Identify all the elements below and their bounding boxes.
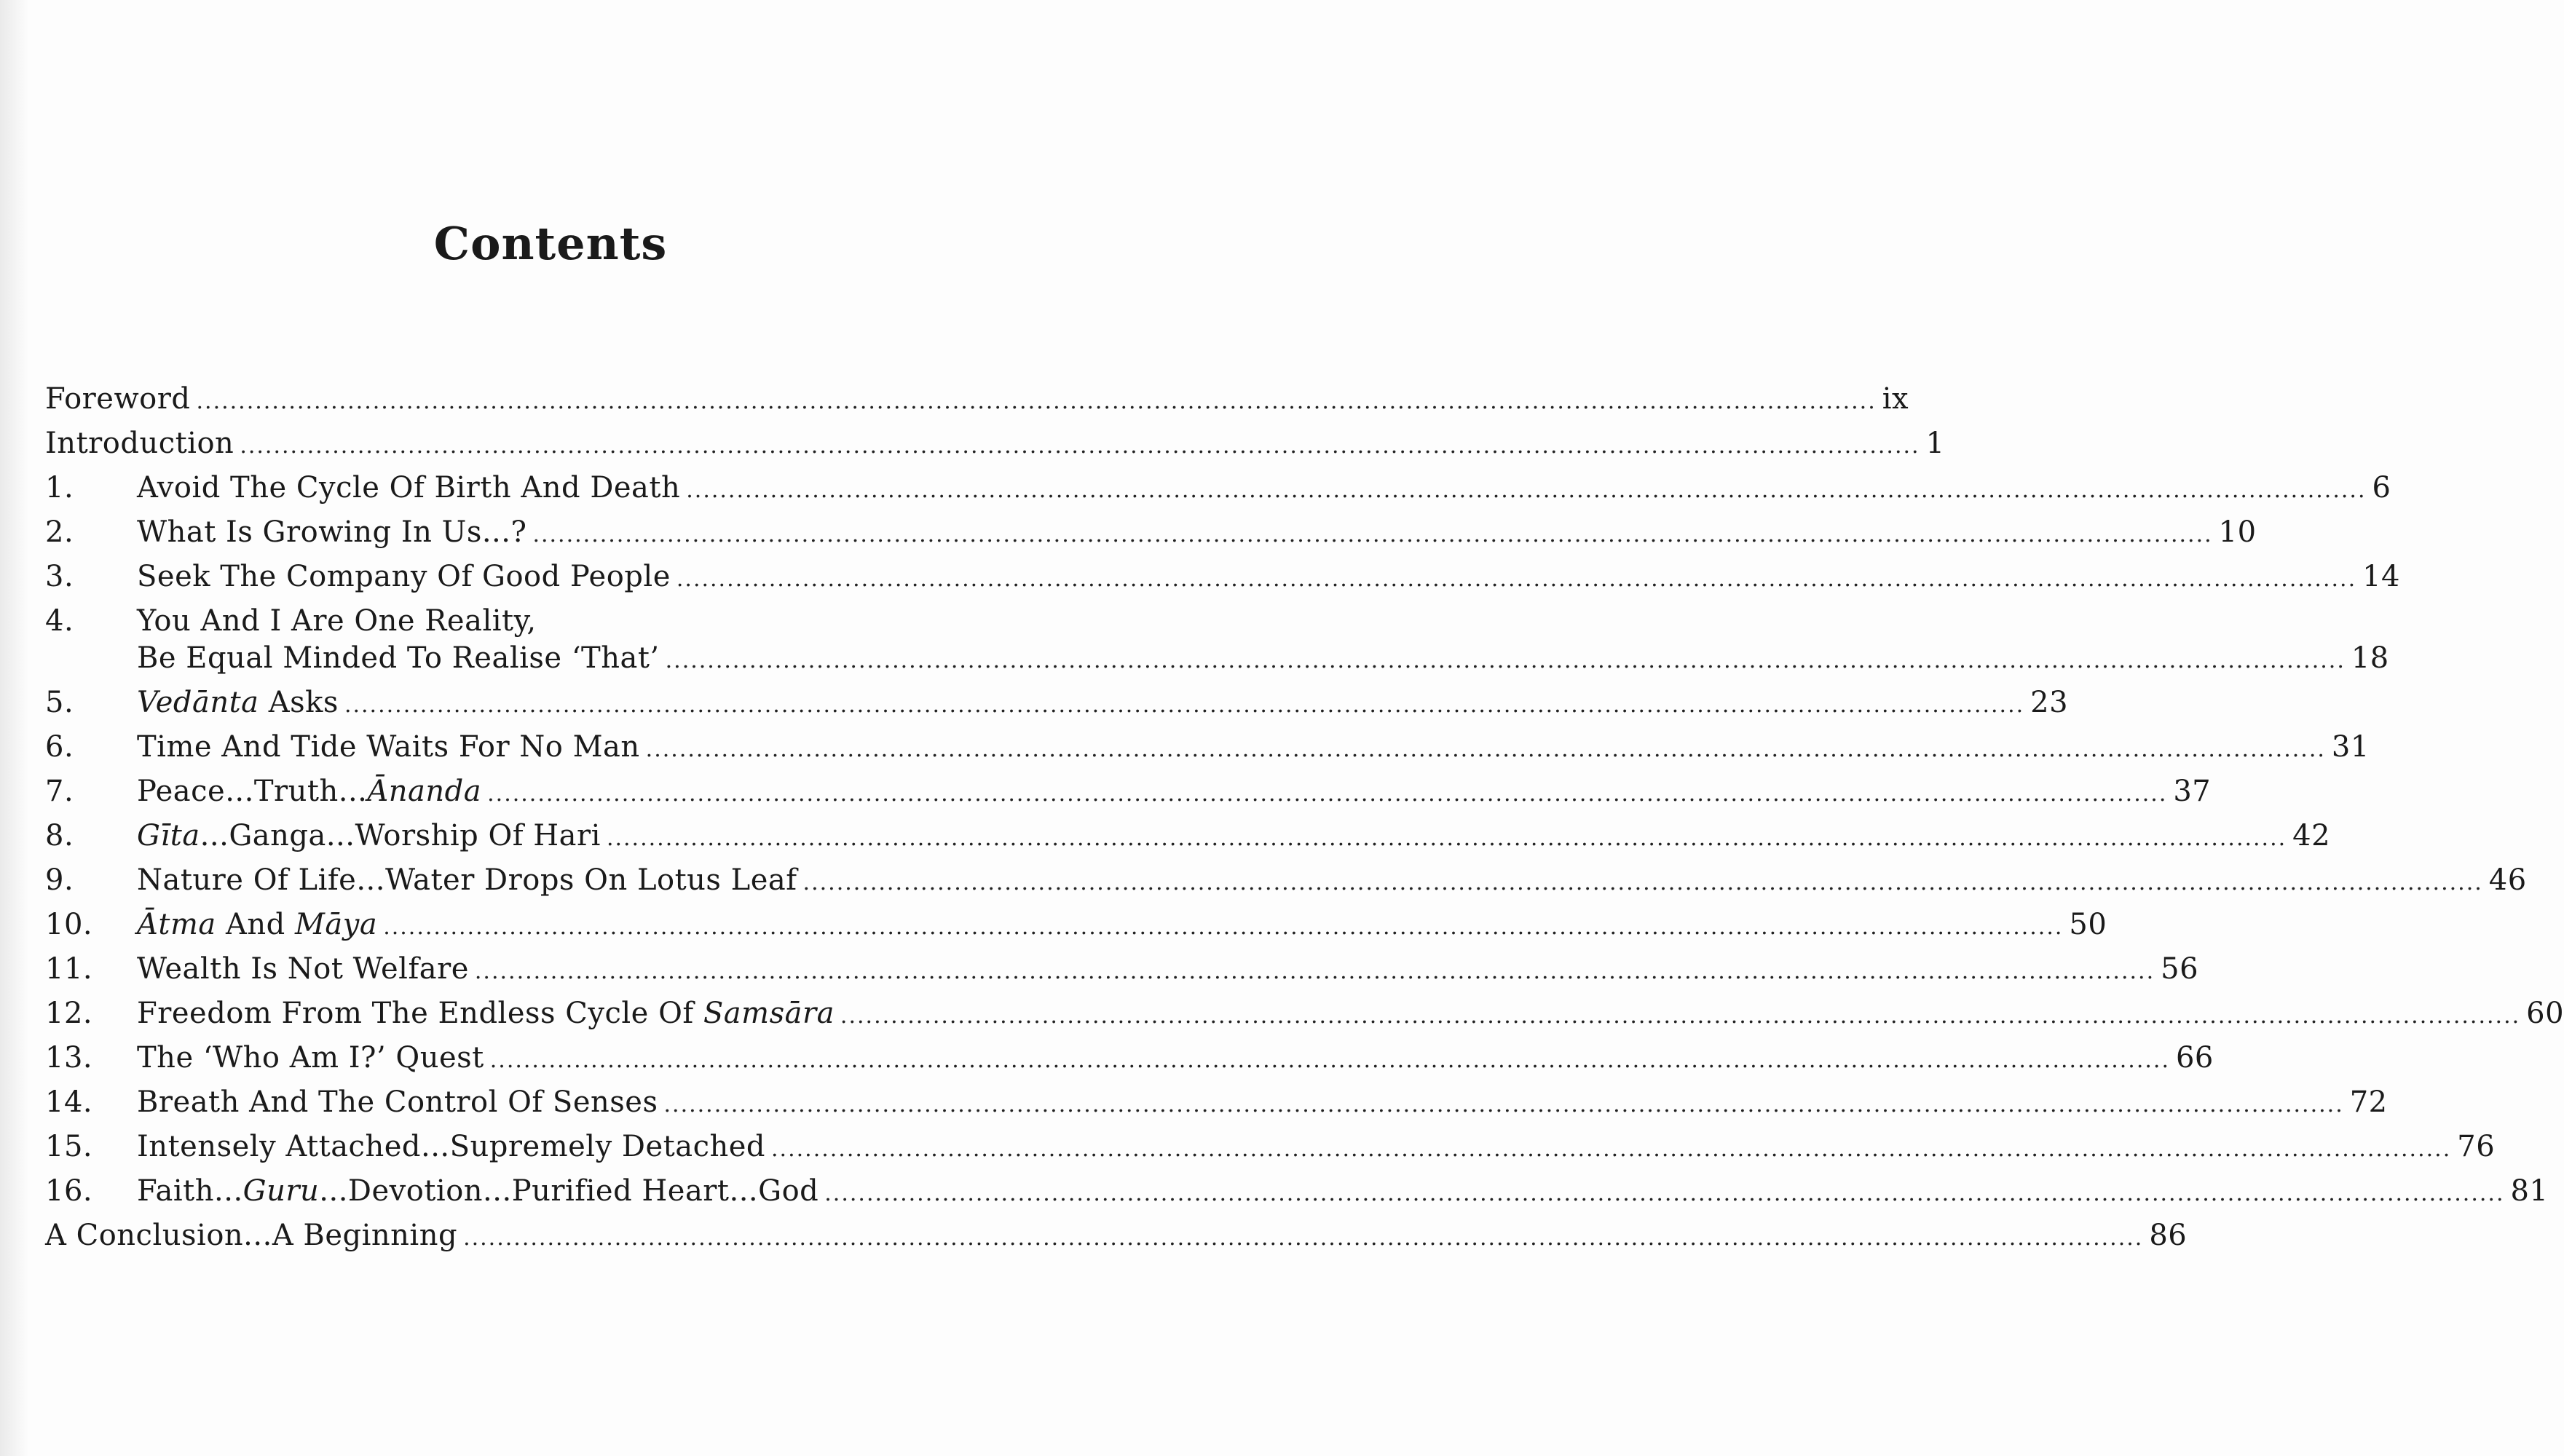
toc-entry-page: ix bbox=[1882, 382, 1909, 416]
toc-entry-title: Introduction bbox=[45, 427, 234, 460]
toc-entry-title-group bbox=[137, 1169, 818, 1214]
toc-entry-1 bbox=[45, 466, 2391, 510]
toc-entry-number: 2. bbox=[45, 515, 74, 549]
toc-entry-title-group bbox=[137, 769, 481, 814]
toc-entry-page: 23 bbox=[2030, 686, 2069, 719]
toc-entry-title: Foreword bbox=[45, 382, 191, 416]
toc-entry-title-group bbox=[137, 814, 601, 858]
toc-entry-title-italic: Ātma bbox=[137, 908, 216, 941]
toc-entry-page: 10 bbox=[2218, 515, 2257, 549]
toc-entry-number: 12. bbox=[45, 997, 93, 1030]
toc-entry-title-italic: Gīta bbox=[137, 819, 200, 852]
toc-entry-number: 10. bbox=[45, 908, 93, 941]
toc-entry-title-2: ...Devotion...Purified Heart...God bbox=[319, 1174, 819, 1208]
dot-leader: ........................................................................................................................................................................................................ bbox=[474, 959, 2155, 984]
toc-entry-page: 56 bbox=[2161, 952, 2199, 986]
toc-entry-6 bbox=[45, 725, 2370, 769]
toc-entry-page: 31 bbox=[2331, 730, 2370, 764]
dot-leader: ........................................................................................................................................................................................................ bbox=[645, 737, 2326, 762]
toc-entry-title-italic: Guru bbox=[242, 1174, 320, 1208]
toc-entry-number: 8. bbox=[45, 819, 74, 852]
toc-entry-title: Be Equal Minded To Realise ‘That’ bbox=[137, 641, 660, 675]
toc-entry-number: 14. bbox=[45, 1085, 93, 1119]
toc-entry-page: 1 bbox=[1925, 427, 1945, 460]
toc-entry-title: Breath And The Control Of Senses bbox=[137, 1085, 658, 1119]
toc-entry-title: Time And Tide Waits For No Man bbox=[137, 730, 640, 764]
toc-entry-number: 6. bbox=[45, 730, 74, 764]
toc-entry-title-group bbox=[137, 903, 377, 947]
toc-entry-page: 14 bbox=[2362, 560, 2401, 593]
toc-entry-page: 37 bbox=[2173, 775, 2212, 808]
toc-entry-title: A Conclusion...A Beginning bbox=[45, 1219, 458, 1252]
toc-entry-4 bbox=[45, 599, 2389, 681]
toc-entry-number: 4. bbox=[45, 604, 74, 638]
toc-entry-title: Faith... bbox=[137, 1174, 243, 1208]
toc-entry-9 bbox=[45, 858, 2527, 903]
toc-entry-page: 86 bbox=[2149, 1219, 2188, 1252]
toc-entry-14 bbox=[45, 1080, 2388, 1125]
dot-leader: ........................................................................................................................................................................................................ bbox=[196, 389, 1877, 414]
toc-entry-title: What Is Growing In Us...? bbox=[137, 515, 527, 549]
toc-entry-title: Avoid The Cycle Of Birth And Death bbox=[137, 471, 681, 505]
toc-entry-page: 42 bbox=[2292, 819, 2331, 852]
toc-entry-number: 7. bbox=[45, 775, 74, 808]
dot-leader: ........................................................................................................................................................................................................ bbox=[665, 648, 2346, 673]
toc-entry-title: Peace...Truth... bbox=[137, 775, 368, 808]
toc-entry-title-group bbox=[137, 992, 835, 1036]
toc-entry-16 bbox=[45, 1169, 2549, 1214]
dot-leader: ........................................................................................................................................................................................................ bbox=[344, 692, 2025, 718]
toc-entry-introduction bbox=[45, 422, 1945, 466]
dot-leader: ........................................................................................................................................................................................................ bbox=[771, 1136, 2452, 1162]
table-of-contents bbox=[45, 377, 2564, 1258]
toc-entry-page: 72 bbox=[2349, 1085, 2388, 1119]
dot-leader: ........................................................................................................................................................................................................ bbox=[463, 1225, 2144, 1251]
toc-entry-title: Asks bbox=[259, 686, 339, 719]
toc-entry-title: Nature Of Life...Water Drops On Lotus Leaf bbox=[137, 863, 797, 897]
toc-entry-title: Intensely Attached...Supremely Detached bbox=[137, 1130, 766, 1163]
toc-entry-15 bbox=[45, 1125, 2496, 1169]
toc-entry-number: 1. bbox=[45, 471, 74, 505]
toc-entry-title: Seek The Company Of Good People bbox=[137, 560, 671, 593]
dot-leader: ........................................................................................................................................................................................................ bbox=[686, 478, 2367, 503]
toc-entry-title-italic: Ānanda bbox=[367, 775, 482, 808]
toc-entry-12 bbox=[45, 992, 2564, 1036]
toc-entry-title: Wealth Is Not Welfare bbox=[137, 952, 469, 986]
toc-entry-page: 60 bbox=[2526, 997, 2564, 1030]
dot-leader: ........................................................................................................................................................................................................ bbox=[840, 1003, 2521, 1029]
toc-entry-number: 5. bbox=[45, 686, 74, 719]
page-title: Contents bbox=[433, 217, 668, 270]
toc-entry-3 bbox=[45, 555, 2401, 599]
toc-entry-title-italic: Vedānta bbox=[137, 686, 259, 719]
toc-entry-number: 9. bbox=[45, 863, 74, 897]
toc-entry-page: 76 bbox=[2457, 1130, 2496, 1163]
toc-entry-10 bbox=[45, 903, 2107, 947]
toc-entry-title: The ‘Who Am I?’ Quest bbox=[137, 1041, 484, 1075]
toc-entry-title: Freedom From The Endless Cycle Of bbox=[137, 997, 703, 1030]
toc-entry-number: 3. bbox=[45, 560, 74, 593]
dot-leader: ........................................................................................................................................................................................................ bbox=[489, 1048, 2170, 1073]
dot-leader: ........................................................................................................................................................................................................ bbox=[676, 566, 2357, 592]
toc-entry-page: 66 bbox=[2175, 1041, 2214, 1075]
toc-entry-page: 81 bbox=[2510, 1174, 2549, 1208]
dot-leader: ........................................................................................................................................................................................................ bbox=[383, 914, 2064, 940]
toc-entry-5 bbox=[45, 681, 2069, 725]
toc-entry-title-line1: You And I Are One Reality, bbox=[137, 604, 537, 638]
toc-entry-number: 15. bbox=[45, 1130, 93, 1163]
toc-entry-8 bbox=[45, 814, 2331, 858]
dot-leader: ........................................................................................................................................................................................................ bbox=[802, 870, 2483, 895]
toc-entry-2 bbox=[45, 510, 2257, 555]
toc-entry-page: 46 bbox=[2488, 863, 2527, 897]
toc-entry-number: 11. bbox=[45, 952, 93, 986]
toc-entry-title-group bbox=[137, 681, 339, 725]
toc-entry-title-italic-2: Māya bbox=[294, 908, 378, 941]
toc-entry-page: 6 bbox=[2372, 471, 2391, 505]
dot-leader: ........................................................................................................................................................................................................ bbox=[824, 1181, 2505, 1206]
toc-entry-conclusion bbox=[45, 1214, 2188, 1258]
toc-entry-number: 16. bbox=[45, 1174, 93, 1208]
dot-leader: ........................................................................................................................................................................................................ bbox=[240, 433, 1920, 459]
toc-entry-title: And bbox=[216, 908, 295, 941]
dot-leader: ........................................................................................................................................................................................................ bbox=[487, 781, 2168, 807]
dot-leader: ........................................................................................................................................................................................................ bbox=[663, 1092, 2344, 1117]
dot-leader: ........................................................................................................................................................................................................ bbox=[606, 826, 2287, 851]
toc-entry-13 bbox=[45, 1036, 2214, 1080]
toc-entry-11 bbox=[45, 947, 2199, 992]
toc-entry-foreword bbox=[45, 377, 1909, 422]
toc-entry-number: 13. bbox=[45, 1041, 93, 1075]
toc-entry-page: 18 bbox=[2351, 641, 2389, 675]
toc-entry-title-italic: Samsāra bbox=[703, 997, 835, 1030]
toc-entry-page: 50 bbox=[2069, 908, 2107, 941]
dot-leader: ........................................................................................................................................................................................................ bbox=[532, 522, 2213, 547]
toc-entry-7 bbox=[45, 769, 2212, 814]
toc-entry-title: ...Ganga...Worship Of Hari bbox=[200, 819, 601, 852]
